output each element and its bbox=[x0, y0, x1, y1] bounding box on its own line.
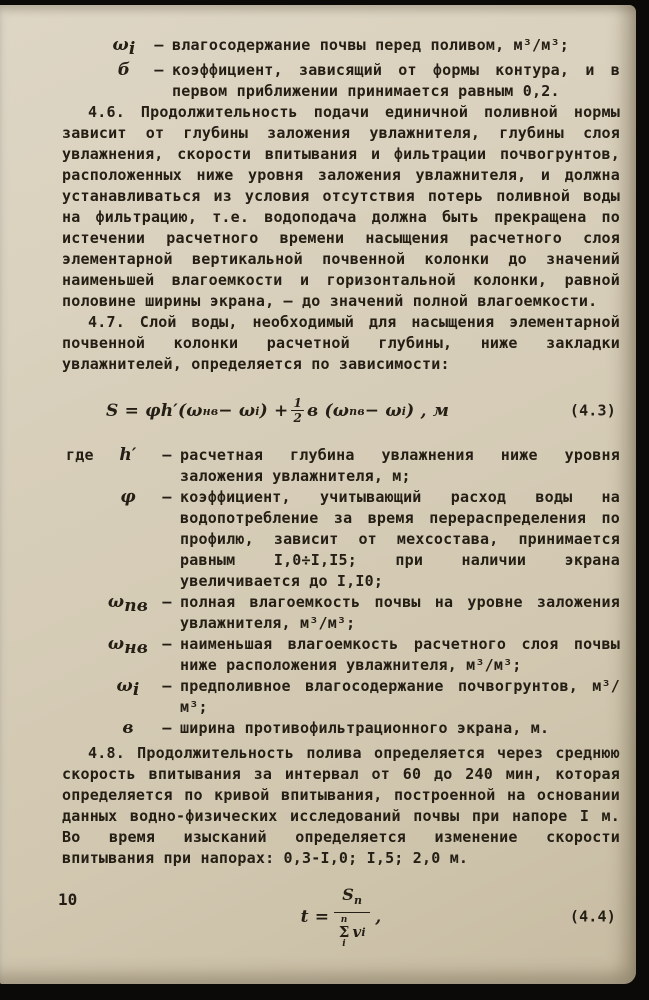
formula-4-3-expression: S = φh′(ω нв − ω i ) + $\frac{1}{2}$ в (ω пв − ω i ) , м bbox=[106, 396, 450, 425]
definition-text: влагосодержание почвы перед поливом, м³/м³; bbox=[172, 36, 569, 54]
definition-text: расчетная глубина увлажнения ниже уровня заложения увлажнителя, м; bbox=[180, 446, 620, 485]
definition-text: предполивное влагосодержание почвогрунтов, м³/м³; bbox=[180, 677, 620, 716]
symbol-omega-i: $\omega_i$ bbox=[112, 35, 136, 59]
fraction-denominator: n Σ i v i bbox=[338, 915, 366, 950]
definition-text: наименьшая влагоемкость расчетного слоя почвы ниже расположения увлажнителя, м³/м³; bbox=[180, 635, 620, 674]
definition-text: ширина противофильтрационного экрана, м. bbox=[180, 719, 550, 737]
fraction bbox=[334, 885, 370, 949]
where-block bbox=[62, 445, 620, 743]
dash: – bbox=[154, 61, 164, 79]
fraction-numerator: $S_п$ bbox=[334, 885, 370, 913]
dash: – bbox=[162, 446, 172, 464]
symbol-v: в bbox=[122, 718, 134, 738]
symbol-phi: φ bbox=[120, 487, 136, 507]
formula-4-3 bbox=[62, 389, 620, 433]
symbol-omega-i: $\omega_i$ bbox=[116, 676, 140, 700]
formula-number: (4.3) bbox=[569, 401, 616, 420]
formula-4-4-expression: t = $S_п$ n Σ i v i , bbox=[300, 885, 382, 950]
dash: – bbox=[162, 635, 172, 653]
page-content bbox=[62, 35, 620, 959]
page-number: 10 bbox=[58, 890, 78, 909]
dash: – bbox=[162, 677, 172, 695]
paragraph-4-8: 4.8. Продолжительность полива определяется через среднюю скорость впитывания за интервал от 60 до 240 мин, которая определяется по кривой впитывания, построенной на основании данных водно-физических исследований почвы при напоре I м. Во время изысканий определяется изменение скорости впитывания при напорах: 0,3-I,0; I,5; 2,0 м. bbox=[62, 744, 620, 867]
where-label: где bbox=[66, 446, 94, 464]
symbol-omega-nv: $\omega_{нв}$ bbox=[107, 634, 149, 658]
paragraph-4-6: 4.6. Продолжительность подачи единичной поливной нормы зависит от глубины заложения увлажнителя, глубины слоя увлажнения, скорости впитывания и фильтрации почвогрунтов, расположенных ниже уровня заложения увлажнителя, и должна устанавливаться из условия отсутствия потерь поливной воды на фильтрацию, т.е. водоподача должна быть прекращена по истечении расчетного времени насыщения расчетного слоя элементарной вертикальной почвенной колонки до значений наименьшей влагоемкости и горизонтальной колонки, равной половине ширины экрана, – до значений полной влагоемкости. bbox=[62, 103, 620, 310]
dash: – bbox=[162, 488, 172, 506]
formula-number: (4.4) bbox=[569, 907, 616, 926]
fraction-half: $\frac{1}{2}$ bbox=[293, 396, 302, 425]
definition-text: коэффициент, учитывающий расход воды на водопотребление за время перераспределения по профилю, зависит от мехсостава, принимается равным I,0÷I,I5; при наличии экрана увеличивается до I,I0; bbox=[180, 488, 620, 590]
dash: – bbox=[162, 593, 172, 611]
symbol-omega-pv: $\omega_{пв}$ bbox=[107, 592, 149, 616]
paper bbox=[0, 5, 636, 984]
dash: – bbox=[162, 719, 172, 737]
symbol-b: б bbox=[117, 60, 131, 80]
symbol-h-prime: h′ bbox=[119, 445, 137, 465]
definition-list-top bbox=[102, 35, 620, 102]
dash: – bbox=[154, 36, 164, 54]
definition-text: полная влагоемкость почвы на уровне заложения увлажнителя, м³/м³; bbox=[180, 593, 620, 632]
paragraph-4-7: 4.7. Слой воды, необходимый для насыщения элементарной почвенной колонки расчетной глубины, ниже закладки увлажнителей, определяется по зависимости: bbox=[62, 313, 620, 373]
summation-sign: n Σ i bbox=[338, 915, 350, 950]
definition-text: коэффициент, зависящий от формы контура, и в первом приближении принимается равным 0,2. bbox=[172, 61, 620, 100]
definition-list-where bbox=[102, 445, 620, 743]
formula-4-4 bbox=[62, 885, 620, 949]
